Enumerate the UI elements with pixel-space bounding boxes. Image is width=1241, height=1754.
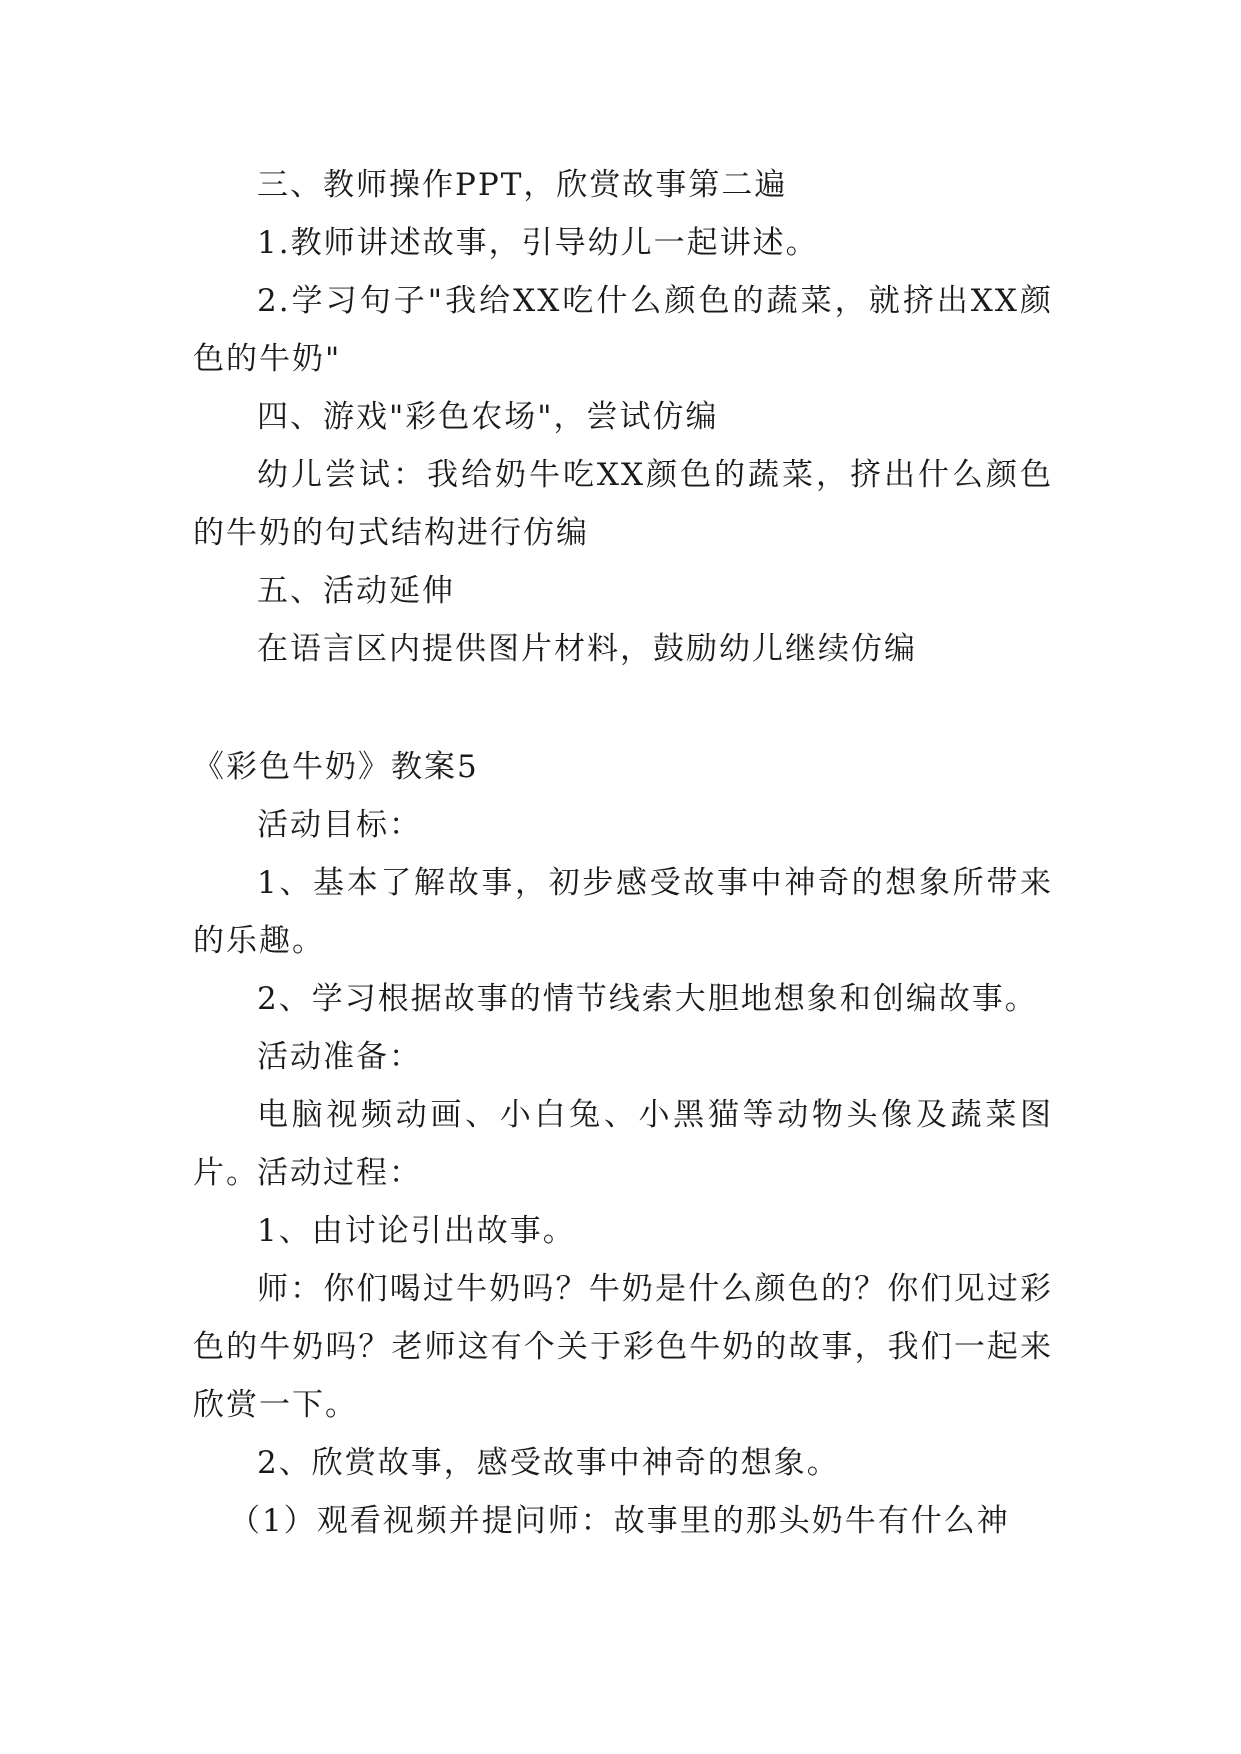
teacher-question: 师：你们喝过牛奶吗？牛奶是什么颜色的？你们见过彩色的牛奶吗？老师这有个关于彩色牛奶的故事，我们一起来欣赏一下。 — [193, 1271, 1053, 1423]
step-2: 2、欣赏故事，感受故事中神奇的想象。 — [257, 1445, 840, 1481]
section-four-body: 幼儿尝试：我给奶牛吃XX颜色的蔬菜，挤出什么颜色的牛奶的句式结构进行仿编 — [193, 457, 1053, 551]
section-three-item-2: 2.学习句子"我给XX吃什么颜色的蔬菜，就挤出XX颜色的牛奶" — [193, 283, 1053, 377]
prep-body: 电脑视频动画、小白兔、小黑猫等动物头像及蔬菜图片。 — [193, 1097, 1053, 1191]
section-three-item-1: 1.教师讲述故事，引导幼儿一起讲述。 — [257, 225, 819, 261]
goals-heading: 活动目标： — [257, 807, 422, 843]
process-heading: 活动过程： — [257, 1155, 422, 1191]
goal-2: 2、学习根据故事的情节线索大胆地想象和创编故事。 — [257, 981, 1038, 1017]
step-1: 1、由讨论引出故事。 — [257, 1213, 576, 1249]
section-four-title: 四、游戏"彩色农场"，尝试仿编 — [257, 399, 719, 435]
step-2-sub-1: （1）观看视频并提问师：故事里的那头奶牛有什么神 — [229, 1503, 1010, 1539]
prep-heading: 活动准备： — [257, 1039, 422, 1075]
section-five-body: 在语言区内提供图片材料，鼓励幼儿继续仿编 — [257, 631, 917, 667]
lesson-title: 《彩色牛奶》教案5 — [193, 749, 479, 785]
goal-1: 1、基本了解故事，初步感受故事中神奇的想象所带来的乐趣。 — [193, 865, 1053, 959]
section-three-title: 三、教师操作PPT，欣赏故事第二遍 — [257, 167, 788, 203]
section-five-title: 五、活动延伸 — [257, 573, 455, 609]
